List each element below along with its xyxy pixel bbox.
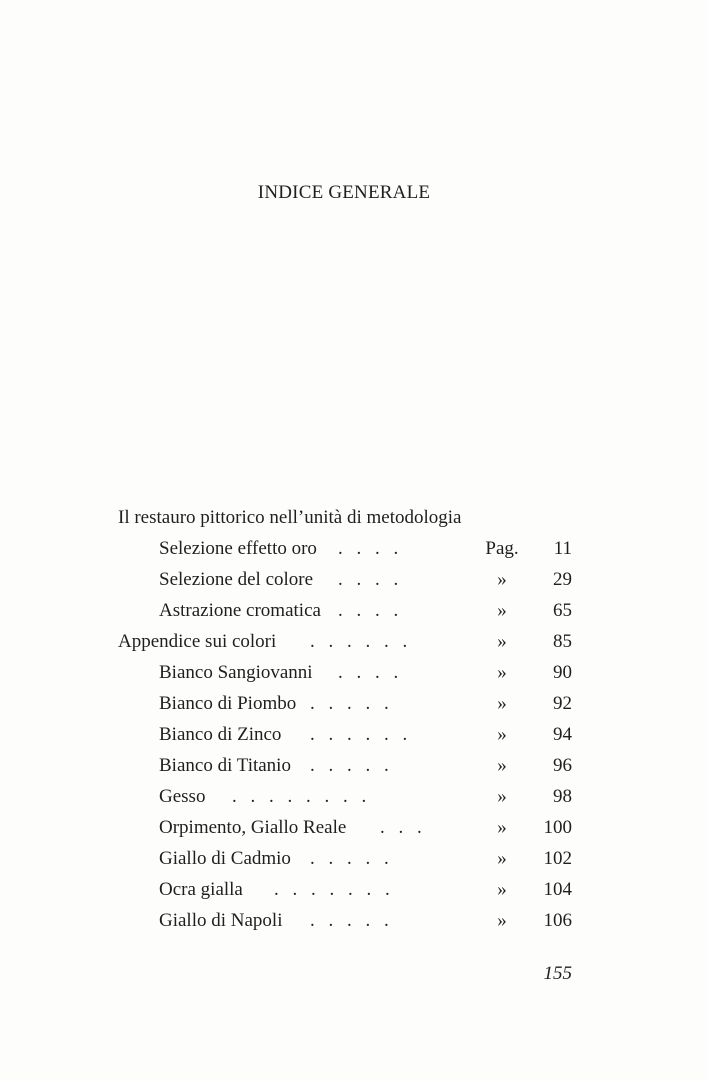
toc-page-reference: » xyxy=(497,724,507,745)
toc-page-number: 100 xyxy=(543,817,572,838)
toc-entry xyxy=(0,786,708,816)
toc-entry xyxy=(0,569,708,599)
toc-entry-label: Ocra gialla xyxy=(159,879,243,900)
toc-page-reference: » xyxy=(497,848,507,869)
toc-page-number: 90 xyxy=(553,662,572,683)
page-title: INDICE GENERALE xyxy=(257,182,431,203)
toc-entry xyxy=(0,538,708,568)
toc-page-reference: » xyxy=(497,662,507,683)
toc-leader-dots: . . . . xyxy=(338,538,399,559)
toc-entry xyxy=(0,848,708,878)
toc-leader-dots: . . . . . . xyxy=(310,631,408,652)
toc-page-number: 85 xyxy=(553,631,572,652)
toc-page-reference: » xyxy=(497,786,507,807)
toc-entry-label: Bianco di Zinco xyxy=(159,724,282,745)
toc-page-reference: » xyxy=(497,817,507,838)
toc-page-number: 102 xyxy=(543,848,572,869)
toc-leader-dots: . . . . . xyxy=(310,755,389,776)
toc-page-reference: » xyxy=(497,693,507,714)
toc-leader-dots: . . . xyxy=(380,817,422,838)
toc-leader-dots: . . . . xyxy=(338,600,399,621)
toc-entry xyxy=(0,755,708,785)
toc-leader-dots: . . . . . . xyxy=(310,724,408,745)
toc-entry xyxy=(0,910,708,940)
page-number: 155 xyxy=(543,963,572,984)
toc-entry-label: Bianco di Piombo xyxy=(159,693,297,714)
toc-entry-label: Astrazione cromatica xyxy=(159,600,321,621)
toc-leader-dots: . . . . . xyxy=(310,910,389,931)
toc-leader-dots: . . . . . . . . xyxy=(232,786,367,807)
toc-page-number: 98 xyxy=(553,786,572,807)
toc-entry xyxy=(0,662,708,692)
toc-page-reference: » xyxy=(497,879,507,900)
toc-entry-label: Giallo di Napoli xyxy=(159,910,283,931)
toc-page-reference: Pag. xyxy=(485,538,519,559)
toc-leader-dots: . . . . . . . xyxy=(274,879,390,900)
toc-leader-dots: . . . . xyxy=(338,569,399,590)
toc-leader-dots: . . . . xyxy=(338,662,399,683)
toc-page-reference: » xyxy=(497,910,507,931)
toc-page-reference: » xyxy=(497,755,507,776)
toc-page-number: 11 xyxy=(553,538,572,559)
toc-entry xyxy=(0,693,708,723)
toc-entry-label: Selezione del colore xyxy=(159,569,314,590)
toc-leader-dots: . . . . . xyxy=(310,848,389,869)
toc-entry-label: Orpimento, Giallo Reale xyxy=(159,817,347,838)
section-heading: Il restauro pittorico nell’unità di metodologia xyxy=(118,507,462,528)
toc-entry-label: Gesso xyxy=(159,786,206,807)
toc-entry-label: Giallo di Cadmio xyxy=(159,848,291,869)
toc-entry-label: Appendice sui colori xyxy=(118,631,277,652)
toc-leader-dots: . . . . . xyxy=(310,693,389,714)
toc-entry-label: Selezione effetto oro xyxy=(159,538,317,559)
toc-entry xyxy=(0,631,708,661)
toc-page-reference: » xyxy=(497,631,507,652)
toc-page-reference: » xyxy=(497,569,507,590)
toc-page-number: 106 xyxy=(543,910,572,931)
toc-entry xyxy=(0,724,708,754)
toc-entry xyxy=(0,879,708,909)
toc-page-number: 104 xyxy=(543,879,572,900)
toc-entry-label: Bianco Sangiovanni xyxy=(159,662,313,683)
toc-page-number: 29 xyxy=(553,569,572,590)
toc-page-number: 92 xyxy=(553,693,572,714)
toc-page-number: 65 xyxy=(553,600,572,621)
toc-entry-label: Bianco di Titanio xyxy=(159,755,291,776)
toc-page-number: 94 xyxy=(553,724,572,745)
toc-page-reference: » xyxy=(497,600,507,621)
toc-entry xyxy=(0,600,708,630)
toc-page-number: 96 xyxy=(553,755,572,776)
toc-entry xyxy=(0,817,708,847)
